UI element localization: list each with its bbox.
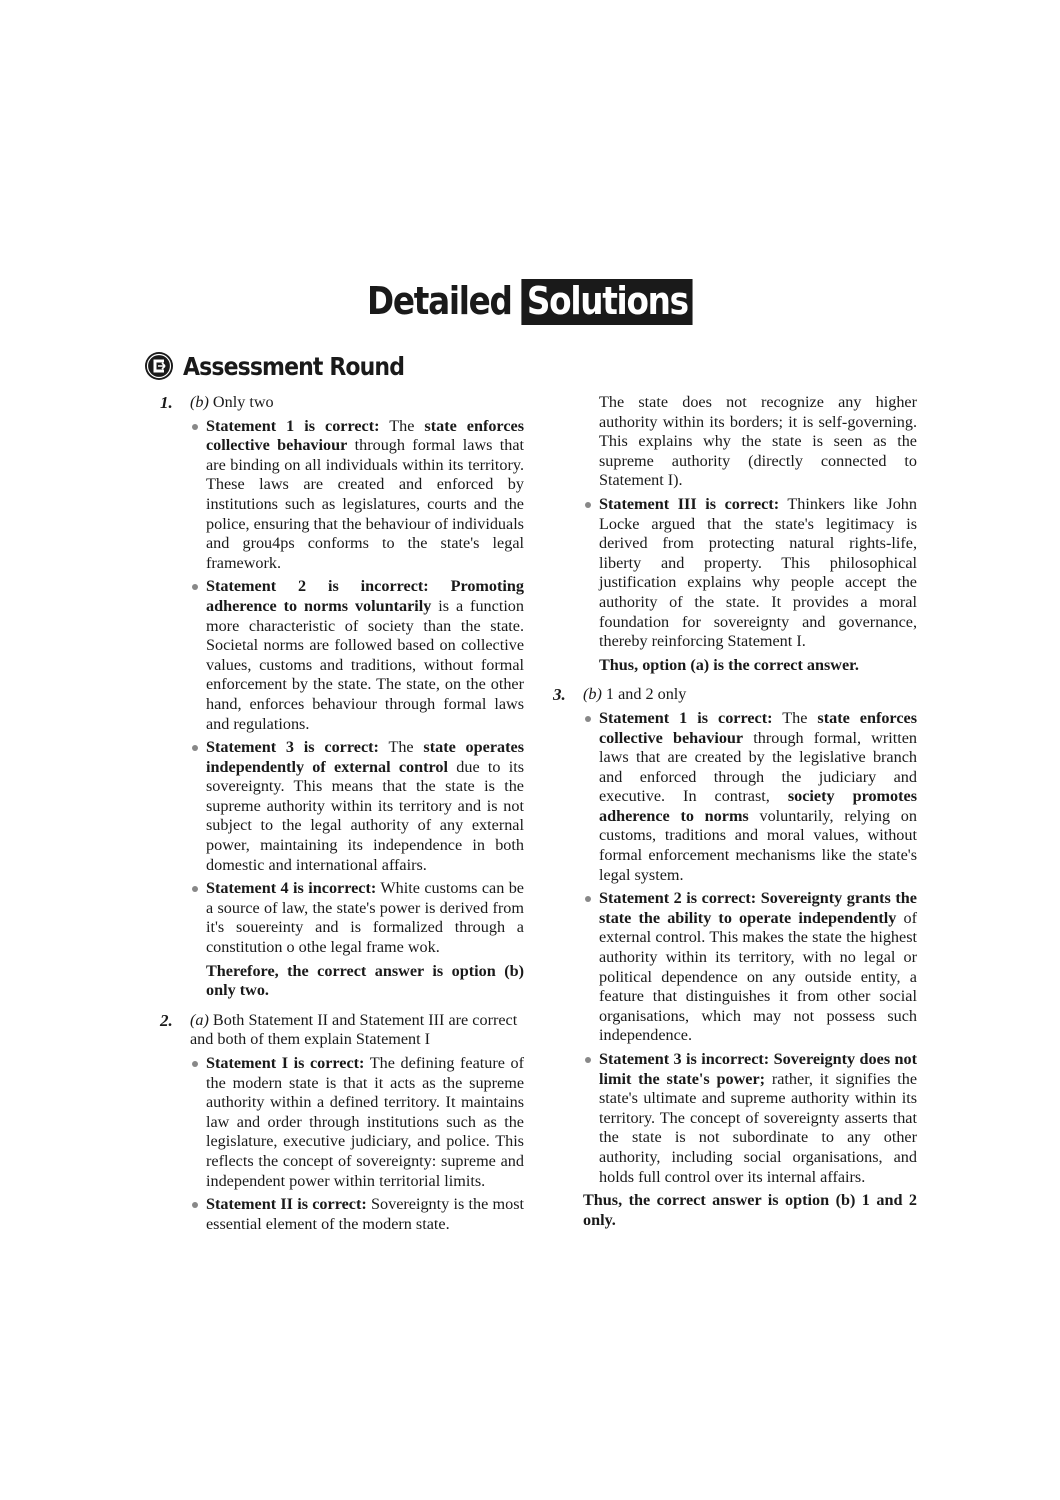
statement-lead: Statement III is correct: <box>599 494 780 513</box>
statement-emphasis: state enforces collective behaviour <box>206 416 524 455</box>
answer-option: (b) <box>583 685 602 704</box>
statement-emphasis: state enforces collective behaviour <box>599 708 917 747</box>
statement-emphasis: society promotes adherence to norms <box>599 787 918 825</box>
statement-emphasis: Sovereignty does not limit the state's power; <box>599 1050 917 1088</box>
statement-text: due to its sovereignty. This means that the state is the supreme authority within its territory and is not subject to the legal authority of any external power, maintaining its independence in both domestic and international affairs. <box>206 757 524 874</box>
left-column <box>160 393 524 1244</box>
statement-lead: Statement 1 is correct: <box>206 416 380 435</box>
list-item <box>583 495 917 652</box>
statement-text: The <box>782 708 808 727</box>
statement-lead: Statement 4 is incorrect: <box>206 879 377 898</box>
page-title-plain: Detailed <box>367 279 512 323</box>
question-2 <box>160 1011 524 1235</box>
right-column <box>553 393 917 1240</box>
list-item <box>583 709 917 885</box>
list-item <box>583 1050 917 1187</box>
question-number: 1. <box>160 393 173 412</box>
statement-text: The <box>388 738 414 757</box>
answer-option: (a) <box>190 1010 209 1029</box>
list-item <box>190 738 524 875</box>
section-header <box>144 348 434 384</box>
statement-text: rather, it signifies the state's ultimate and supreme authority within its territory. The concept of sovereignty asserts that the state is not subordinate to any other authority, including social organisations, and holds full control over its internal affairs. <box>599 1069 917 1186</box>
list-item <box>190 577 524 734</box>
statement-text: The state does not recognize any higher authority within its borders; it is self-governing. This explains why the state is seen as the supreme authority (directly connected to Statement I). <box>599 393 917 490</box>
conclusion <box>583 1191 917 1230</box>
answer-option: (b) <box>190 393 209 411</box>
list-item <box>190 1054 524 1191</box>
page-title <box>74 278 986 324</box>
statement-lead: Statement 3 is incorrect: <box>599 1050 770 1068</box>
explanation-list <box>190 417 524 1001</box>
statement-text: through formal laws that are binding on all individuals within its territory. These laws are created and enforced by institutions such as legislatures, courts and the police, ensuring that the behaviour of individuals and grou4ps conforms to the state's legal framework. <box>206 436 525 572</box>
conclusion-text: Therefore, the correct answer is option (b) only two. <box>206 961 524 1000</box>
statement-text: The defining feature of the modern state is that it acts as the supreme authority within a defined territory. It maintains law and order through institutions such as the legislature, executive judiciary, and police. This reflects the concept of sovereignty: supreme and independent power within territorial limits. <box>206 1054 524 1190</box>
statement-text: of external control. This makes the state the highest authority within its territory, with no legal or political dependence on any outside entity, a feature that distinguishes it from other social organisations, which may not possess such independence. <box>599 908 917 1045</box>
conclusion-text: Thus, option (a) is the correct answer. <box>599 655 859 674</box>
conclusion <box>190 962 524 1001</box>
answer-text: 1 and 2 only <box>605 685 687 704</box>
list-item <box>190 1195 524 1234</box>
list-item <box>190 417 524 574</box>
round-c-badge-icon <box>144 351 174 381</box>
page-title-highlight: Solutions <box>522 279 693 325</box>
statement-emphasis: Sovereignty grants the state the ability to operate independently <box>599 889 917 927</box>
statement-lead: Statement 2 is incorrect: <box>206 577 429 596</box>
section-title: Assessment Round <box>183 351 405 381</box>
question-2-continued <box>553 393 917 675</box>
statement-text: Thinkers like John Locke argued that the state's legitimacy is derived from protecting natural rights-life, liberty and property. This philosophical justification explains why people accept the authority of the state. It provides a moral foundation for sovereignty and governance, thereby reinforcing Statement I. <box>599 494 917 651</box>
statement-lead: Statement 3 is correct: <box>206 738 379 757</box>
question-number: 2. <box>160 1010 173 1030</box>
statement-lead: Statement 2 is correct: <box>599 889 757 908</box>
statement-lead: Statement II is correct: <box>206 1195 367 1214</box>
answer-text: Both Statement II and Statement III are correct and both of them explain Statement I <box>190 1010 518 1049</box>
conclusion-text: Thus, the correct answer is option (b) 1 and 2 only. <box>583 1191 917 1229</box>
statement-text: The <box>389 416 415 435</box>
statement-emphasis: state operates independently of external control <box>206 738 524 776</box>
statement-text: White customs can be a source of law, the state's power is derived from it's souereinty and is formalized through a constitution o othe legal frame wok. <box>206 879 524 957</box>
question-1 <box>160 393 524 1001</box>
statement-text: is a function more characteristic of society than the state. Societal norms are followed based on collective values, customs and traditions, without formal enforcement by the state. The state, on the other hand, enforces behaviour through formal laws and regulations. <box>206 596 524 733</box>
explanation-list <box>190 1054 524 1234</box>
conclusion <box>583 656 917 676</box>
question-number: 3. <box>553 685 566 705</box>
explanation-list <box>583 709 917 1230</box>
statement-text: Sovereignty is the most essential element of the modern state. <box>206 1195 525 1233</box>
statement-lead: Statement I is correct: <box>206 1054 365 1072</box>
statement-text: voluntarily, relying on customs, traditions and moral values, without formal enforcement mechanisms like the state's legal system. <box>599 806 917 884</box>
list-item <box>190 879 524 957</box>
statement-emphasis: Promoting adherence to norms voluntarily <box>206 577 524 615</box>
statement-text: through formal, written laws that are created by the legislative branch and enforced through the judiciary and executive. In contrast, <box>599 728 917 806</box>
answer-text: Only two <box>212 393 274 411</box>
question-3 <box>553 685 917 1230</box>
list-item <box>583 889 917 1046</box>
statement-lead: Statement 1 is correct: <box>599 708 773 727</box>
list-item <box>583 393 917 491</box>
